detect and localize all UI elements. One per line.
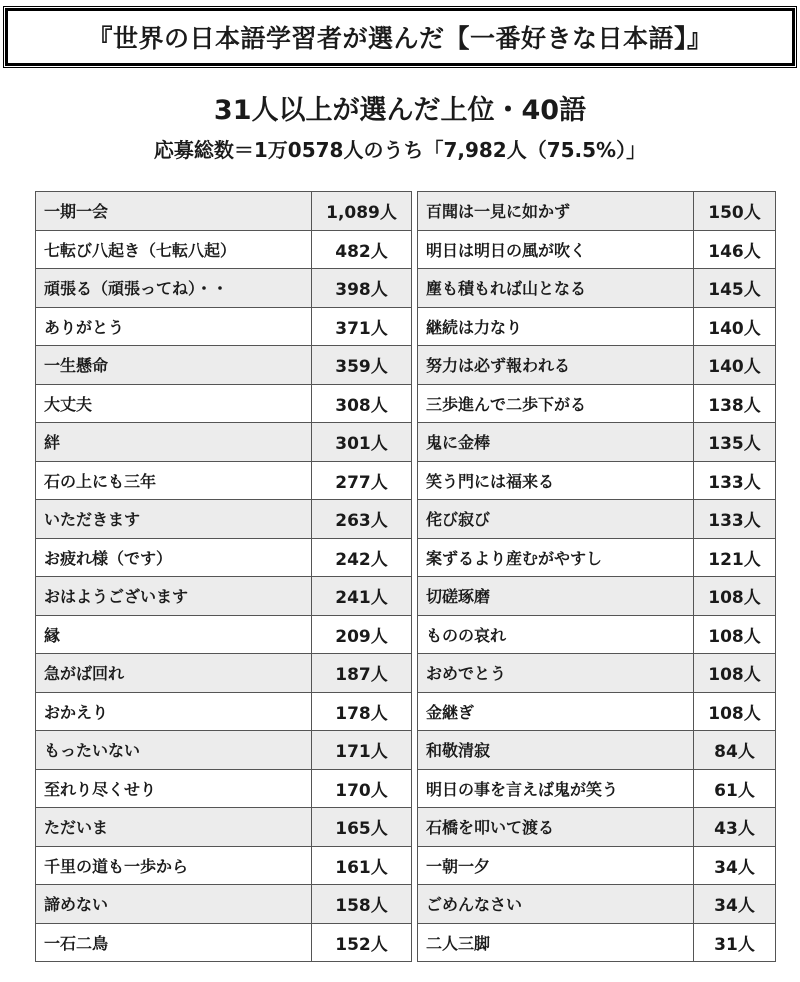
phrase-cell-right: 侘び寂び — [418, 500, 694, 539]
table-row — [36, 423, 776, 462]
count-cell-left: 171人 — [312, 731, 412, 770]
phrase-cell-right: 二人三脚 — [418, 923, 694, 962]
count-cell-right: 108人 — [694, 654, 776, 693]
table-row — [36, 384, 776, 423]
page-title: 『世界の日本語学習者が選んだ【一番好きな日本語】』 — [87, 24, 713, 53]
phrase-cell-left: 絆 — [36, 423, 312, 462]
count-cell-left: 158人 — [312, 885, 412, 924]
table-row — [36, 269, 776, 308]
phrase-cell-left: 七転び八起き（七転八起） — [36, 230, 312, 269]
count-cell-right: 150人 — [694, 192, 776, 231]
count-cell-right: 108人 — [694, 692, 776, 731]
count-cell-left: 161人 — [312, 846, 412, 885]
table-row — [36, 307, 776, 346]
count-cell-right: 34人 — [694, 846, 776, 885]
phrase-cell-right: 笑う門には福来る — [418, 461, 694, 500]
count-cell-left: 359人 — [312, 346, 412, 385]
phrase-cell-right: 塵も積もれば山となる — [418, 269, 694, 308]
count-cell-left: 398人 — [312, 269, 412, 308]
title-frame — [3, 6, 797, 68]
count-cell-left: 308人 — [312, 384, 412, 423]
count-cell-right: 140人 — [694, 307, 776, 346]
phrase-cell-right: 三歩進んで二歩下がる — [418, 384, 694, 423]
phrase-cell-left: 急がば回れ — [36, 654, 312, 693]
count-cell-left: 241人 — [312, 577, 412, 616]
count-cell-left: 242人 — [312, 538, 412, 577]
phrase-cell-left: いただきます — [36, 500, 312, 539]
table-row — [36, 230, 776, 269]
table-row — [36, 538, 776, 577]
table-row — [36, 654, 776, 693]
count-cell-right: 121人 — [694, 538, 776, 577]
phrase-cell-right: 案ずるより産むがやすし — [418, 538, 694, 577]
phrase-cell-right: 明日は明日の風が吹く — [418, 230, 694, 269]
phrase-cell-right: 切磋琢磨 — [418, 577, 694, 616]
count-cell-left: 301人 — [312, 423, 412, 462]
phrase-cell-right: ごめんなさい — [418, 885, 694, 924]
phrase-cell-left: 縁 — [36, 615, 312, 654]
ranking-table-body — [36, 192, 776, 962]
table-row — [36, 461, 776, 500]
phrase-cell-left: お疲れ様（です） — [36, 538, 312, 577]
phrase-cell-left: ありがとう — [36, 307, 312, 346]
table-row — [36, 808, 776, 847]
count-cell-right: 84人 — [694, 731, 776, 770]
subtitle: 31人以上が選んだ上位・40語 — [213, 95, 587, 126]
count-cell-right: 108人 — [694, 577, 776, 616]
phrase-cell-left: 大丈夫 — [36, 384, 312, 423]
count-cell-left: 170人 — [312, 769, 412, 808]
table-row — [36, 885, 776, 924]
count-cell-left: 263人 — [312, 500, 412, 539]
phrase-cell-right: 金継ぎ — [418, 692, 694, 731]
phrase-cell-right: 石橋を叩いて渡る — [418, 808, 694, 847]
phrase-cell-left: 一石二鳥 — [36, 923, 312, 962]
phrase-cell-right: 一朝一夕 — [418, 846, 694, 885]
phrase-cell-right: 努力は必ず報われる — [418, 346, 694, 385]
table-row — [36, 692, 776, 731]
count-cell-right: 145人 — [694, 269, 776, 308]
phrase-cell-left: もったいない — [36, 731, 312, 770]
phrase-cell-left: おかえり — [36, 692, 312, 731]
phrase-cell-right: 継続は力なり — [418, 307, 694, 346]
phrase-cell-left: 頑張る（頑張ってね）・・ — [36, 269, 312, 308]
phrase-cell-left: 諦めない — [36, 885, 312, 924]
phrase-cell-right: ものの哀れ — [418, 615, 694, 654]
summary-line: 応募総数＝1万0578人のうち「7,982人（75.5%）」 — [153, 138, 647, 162]
count-cell-right: 146人 — [694, 230, 776, 269]
table-row — [36, 769, 776, 808]
table-row — [36, 731, 776, 770]
count-cell-right: 43人 — [694, 808, 776, 847]
count-cell-right: 31人 — [694, 923, 776, 962]
table-row — [36, 346, 776, 385]
table-row — [36, 923, 776, 962]
phrase-cell-left: 一期一会 — [36, 192, 312, 231]
count-cell-right: 133人 — [694, 461, 776, 500]
table-row — [36, 500, 776, 539]
count-cell-left: 277人 — [312, 461, 412, 500]
count-cell-left: 165人 — [312, 808, 412, 847]
phrase-cell-right: おめでとう — [418, 654, 694, 693]
count-cell-right: 135人 — [694, 423, 776, 462]
phrase-cell-right: 百聞は一見に如かず — [418, 192, 694, 231]
phrase-cell-left: ただいま — [36, 808, 312, 847]
count-cell-left: 482人 — [312, 230, 412, 269]
phrase-cell-right: 鬼に金棒 — [418, 423, 694, 462]
count-cell-left: 371人 — [312, 307, 412, 346]
phrase-cell-left: おはようございます — [36, 577, 312, 616]
count-cell-left: 152人 — [312, 923, 412, 962]
count-cell-left: 187人 — [312, 654, 412, 693]
title-inner-frame — [5, 8, 795, 66]
ranking-table — [35, 191, 776, 962]
phrase-cell-left: 石の上にも三年 — [36, 461, 312, 500]
table-row — [36, 846, 776, 885]
count-cell-right: 140人 — [694, 346, 776, 385]
count-cell-right: 108人 — [694, 615, 776, 654]
table-row — [36, 615, 776, 654]
count-cell-right: 34人 — [694, 885, 776, 924]
count-cell-right: 138人 — [694, 384, 776, 423]
phrase-cell-left: 千里の道も一歩から — [36, 846, 312, 885]
count-cell-right: 133人 — [694, 500, 776, 539]
count-cell-right: 61人 — [694, 769, 776, 808]
phrase-cell-right: 明日の事を言えば鬼が笑う — [418, 769, 694, 808]
table-row — [36, 577, 776, 616]
count-cell-left: 1,089人 — [312, 192, 412, 231]
phrase-cell-right: 和敬清寂 — [418, 731, 694, 770]
phrase-cell-left: 至れり尽くせり — [36, 769, 312, 808]
count-cell-left: 209人 — [312, 615, 412, 654]
count-cell-left: 178人 — [312, 692, 412, 731]
phrase-cell-left: 一生懸命 — [36, 346, 312, 385]
table-row — [36, 192, 776, 231]
